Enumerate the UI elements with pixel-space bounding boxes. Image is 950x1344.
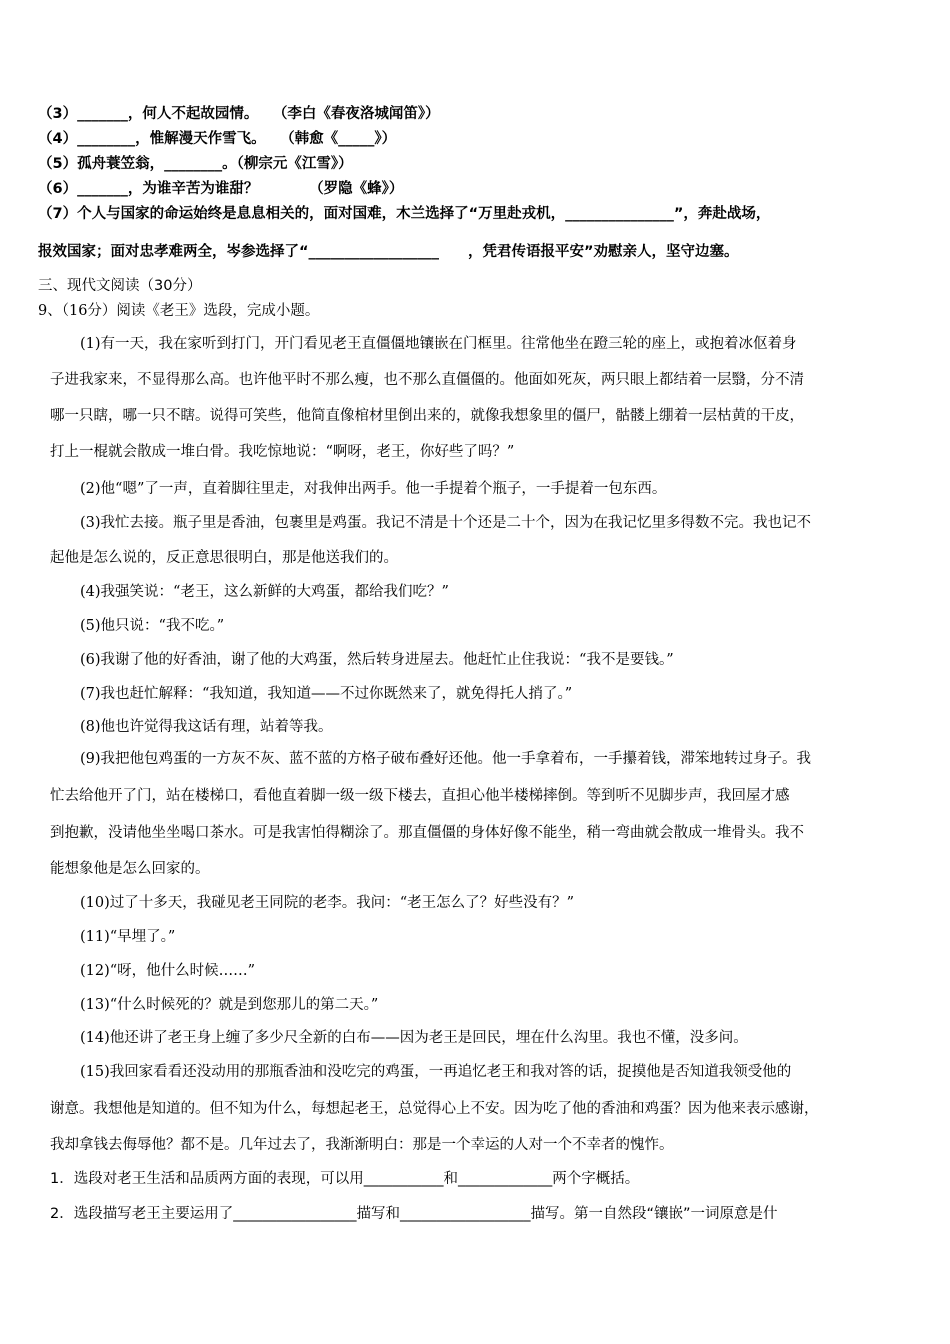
passage-p11: (11)“早埋了。” xyxy=(80,929,176,945)
passage-p4: (4)我强笑说：“老王，这么新鲜的大鸡蛋，都给我们吃？” xyxy=(80,584,449,600)
passage-p1-line2: 子进我家来，不显得那么高。也许他平时不那么瘦，也不那么直僵僵的。他面如死灰，两只眼上都结着一层翳，分不清 xyxy=(50,372,804,388)
passage-p9-line1: (9)我把他包鸡蛋的一方灰不灰、蓝不蓝的方格子破布叠好还他。他一手拿着布，一手攥着钱，滞笨地转过身子。我 xyxy=(80,751,812,767)
poetry-q7-line1: （7）个人与国家的命运始终是息息相关的，面对国难，木兰选择了“万里赴戎机，_______________”，奔赴战场， xyxy=(38,206,771,222)
poetry-q4: （4）________，惟解漫天作雪飞。 （韩愈《_____》） xyxy=(38,131,397,147)
section-heading: 三、现代文阅读（30分） xyxy=(38,278,202,294)
passage-p2: (2)他“嗯”了一声，直着脚往里走，对我伸出两手。他一手提着个瓶子，一手提着一包东西。 xyxy=(80,481,667,497)
passage-p10: (10)过了十多天，我碰见老王同院的老李。我问：“老王怎么了？好些没有？” xyxy=(80,895,575,911)
question-1: 1．选段对老王生活和品质两方面的表现，可以用___________和_____________两个字概括。 xyxy=(50,1171,640,1187)
question-9-title: 9、（16分）阅读《老王》选段，完成小题。 xyxy=(38,303,320,319)
passage-p15-line3: 我却拿钱去侮辱他？都不是。几年过去了，我渐渐明白：那是一个幸运的人对一个不幸者的愧怍。 xyxy=(50,1137,674,1153)
poetry-q3: （3）_______，何人不起故园情。 （李白《春夜洛城闻笛》） xyxy=(38,106,440,122)
passage-p15-line1: (15)我回家看看还没动用的那瓶香油和没吃完的鸡蛋，一再追忆老王和我对答的话，捉摸他是否知道我领受他的 xyxy=(80,1064,792,1080)
passage-p5: (5)他只说：“我不吃。” xyxy=(80,618,225,634)
question-2: 2．选段描写老王主要运用了_________________描写和__________________描写。第一自然段“镶嵌”一词原意是什 xyxy=(50,1206,778,1222)
poetry-q7-line2: 报效国家；面对忠孝难两全，岑参选择了“__________________ ，凭君传语报平安”劝慰亲人，坚守边塞。 xyxy=(38,244,739,260)
passage-p9-line3: 到抱歉，没请他坐坐喝口茶水。可是我害怕得糊涂了。那直僵僵的身体好像不能坐，稍一弯曲就会散成一堆骨头。我不 xyxy=(50,825,804,841)
passage-p1-line3: 哪一只瞎，哪一只不瞎。说得可笑些，他简直像棺材里倒出来的，就像我想象里的僵尸，骷髅上绷着一层枯黄的干皮， xyxy=(50,408,804,424)
passage-p12: (12)“呀，他什么时候……” xyxy=(80,963,256,979)
passage-p7: (7)我也赶忙解释：“我知道，我知道——不过你既然来了，就免得托人捎了。” xyxy=(80,686,573,702)
passage-p3-line1: (3)我忙去接。瓶子里是香油，包裹里是鸡蛋。我记不清是十个还是二十个，因为在我记忆里多得数不完。我也记不 xyxy=(80,515,812,531)
poetry-q5: （5）孤舟蓑笠翁，________。（柳宗元《江雪》） xyxy=(38,156,353,172)
passage-p9-line4: 能想象他是怎么回家的。 xyxy=(50,861,210,877)
passage-p9-line2: 忙去给他开了门，站在楼梯口，看他直着脚一级一级下楼去，直担心他半楼梯摔倒。等到听不见脚步声，我回屋才感 xyxy=(50,788,790,804)
passage-p1-line4: 打上一棍就会散成一堆白骨。我吃惊地说：“啊呀，老王，你好些了吗？” xyxy=(50,444,515,460)
passage-p8: (8)他也许觉得我这话有理，站着等我。 xyxy=(80,719,333,735)
passage-p1-line1: (1)有一天，我在家听到打门，开门看见老王直僵僵地镶嵌在门框里。往常他坐在蹬三轮的座上，或抱着冰伛着身 xyxy=(80,336,797,352)
passage-p13: (13)“什么时候死的？就是到您那儿的第二天。” xyxy=(80,997,379,1013)
poetry-q6: （6）_______，为谁辛苦为谁甜？ （罗隐《蜂》） xyxy=(38,181,404,197)
passage-p3-line2: 起他是怎么说的，反正意思很明白，那是他送我们的。 xyxy=(50,550,398,566)
passage-p6: (6)我谢了他的好香油，谢了他的大鸡蛋，然后转身进屋去。他赶忙止住我说：“我不是要钱。” xyxy=(80,652,674,668)
passage-p14: (14)他还讲了老王身上缠了多少尺全新的白布——因为老王是回民，埋在什么沟里。我也不懂，没多问。 xyxy=(80,1030,748,1046)
passage-p15-line2: 谢意。我想他是知道的。但不知为什么，每想起老王，总觉得心上不安。因为吃了他的香油和鸡蛋？因为他来表示感谢， xyxy=(50,1101,819,1117)
